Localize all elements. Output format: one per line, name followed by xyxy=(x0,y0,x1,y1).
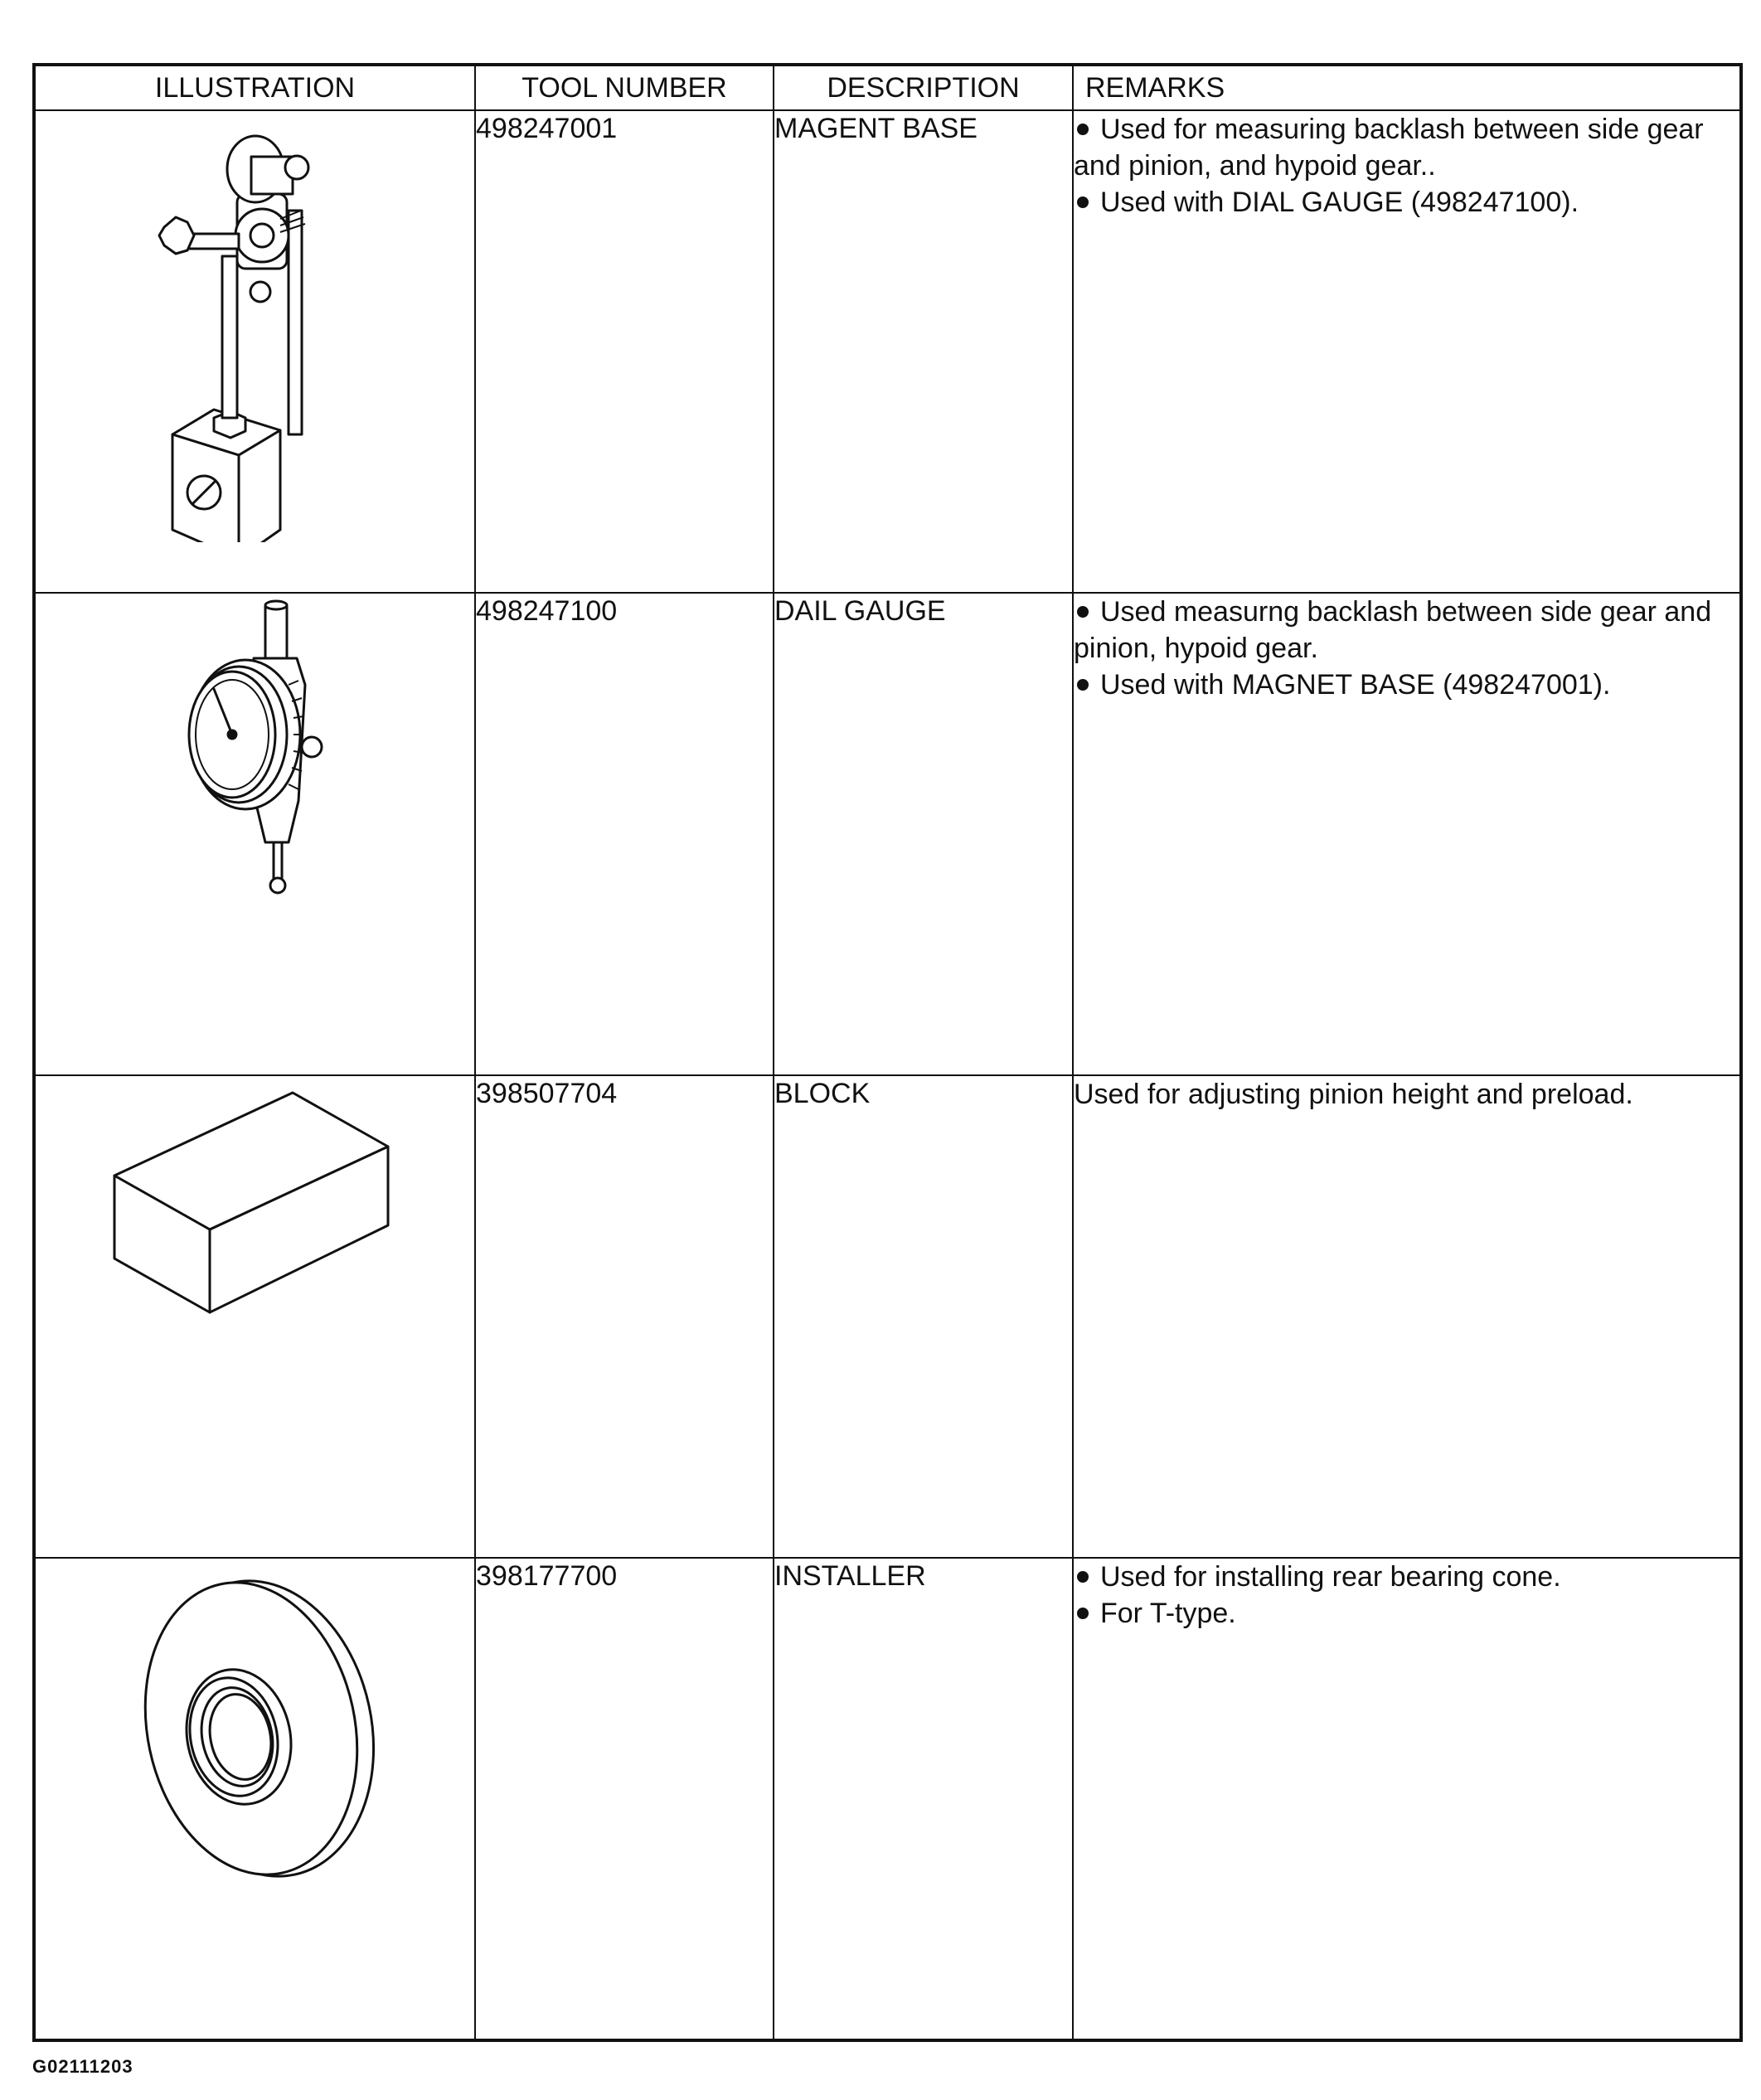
header-tool-number: TOOL NUMBER xyxy=(475,65,774,110)
bullet-icon xyxy=(1077,1608,1089,1619)
table-row xyxy=(34,110,1741,593)
description-cell: INSTALLER xyxy=(774,1558,1073,2040)
remark-line xyxy=(1074,667,1739,703)
bullet-icon xyxy=(1077,124,1089,135)
illustration-cell xyxy=(34,1075,475,1558)
description-cell: MAGENT BASE xyxy=(774,110,1073,593)
remark-text: Used for adjusting pinion height and preload. xyxy=(1074,1079,1633,1110)
remark-line xyxy=(1074,184,1739,221)
remarks-cell xyxy=(1073,1558,1741,2040)
header-remarks: REMARKS xyxy=(1073,65,1741,110)
bullet-icon xyxy=(1077,679,1089,691)
remark-line xyxy=(1074,1595,1739,1632)
header-illustration: ILLUSTRATION xyxy=(34,65,475,110)
remarks-cell xyxy=(1073,593,1741,1075)
tool-number-cell: 398177700 xyxy=(475,1558,774,2040)
illustration-cell xyxy=(34,110,475,593)
table-row xyxy=(34,1075,1741,1558)
tool-number-cell: 498247001 xyxy=(475,110,774,593)
dial-gauge-icon xyxy=(172,594,338,909)
remark-text: Used with MAGNET BASE (498247001). xyxy=(1100,669,1611,701)
bullet-icon xyxy=(1077,196,1089,208)
illustration-cell xyxy=(34,1558,475,2040)
remark-text: Used for installing rear bearing cone. xyxy=(1100,1561,1561,1593)
tool-number-cell: 498247100 xyxy=(475,593,774,1075)
remark-text: Used measurng backlash between side gear and pinion, hypoid gear. xyxy=(1074,596,1712,664)
magnet-base-icon xyxy=(156,111,355,542)
remark-line xyxy=(1074,111,1739,184)
description-cell: DAIL GAUGE xyxy=(774,593,1073,1075)
special-tools-table xyxy=(32,63,1743,2042)
remarks-cell xyxy=(1073,110,1741,593)
header-description: DESCRIPTION xyxy=(774,65,1073,110)
bullet-icon xyxy=(1077,606,1089,618)
remarks-cell xyxy=(1073,1075,1741,1558)
remark-line xyxy=(1074,1559,1739,1595)
figure-code: G02111203 xyxy=(32,2056,133,2077)
remark-line xyxy=(1074,594,1739,667)
table-row xyxy=(34,593,1741,1075)
remark-text: Used for measuring backlash between side gear and pinion, and hypoid gear.. xyxy=(1074,114,1704,182)
tool-number-cell: 398507704 xyxy=(475,1075,774,1558)
remark-text: For T-type. xyxy=(1100,1598,1236,1629)
installer-icon xyxy=(131,1559,380,1890)
table-header-row xyxy=(34,65,1741,110)
table-row xyxy=(34,1558,1741,2040)
description-cell: BLOCK xyxy=(774,1075,1073,1558)
remark-text: Used with DIAL GAUGE (498247100). xyxy=(1100,187,1579,218)
bullet-icon xyxy=(1077,1571,1089,1583)
block-icon xyxy=(98,1076,413,1325)
illustration-cell xyxy=(34,593,475,1075)
